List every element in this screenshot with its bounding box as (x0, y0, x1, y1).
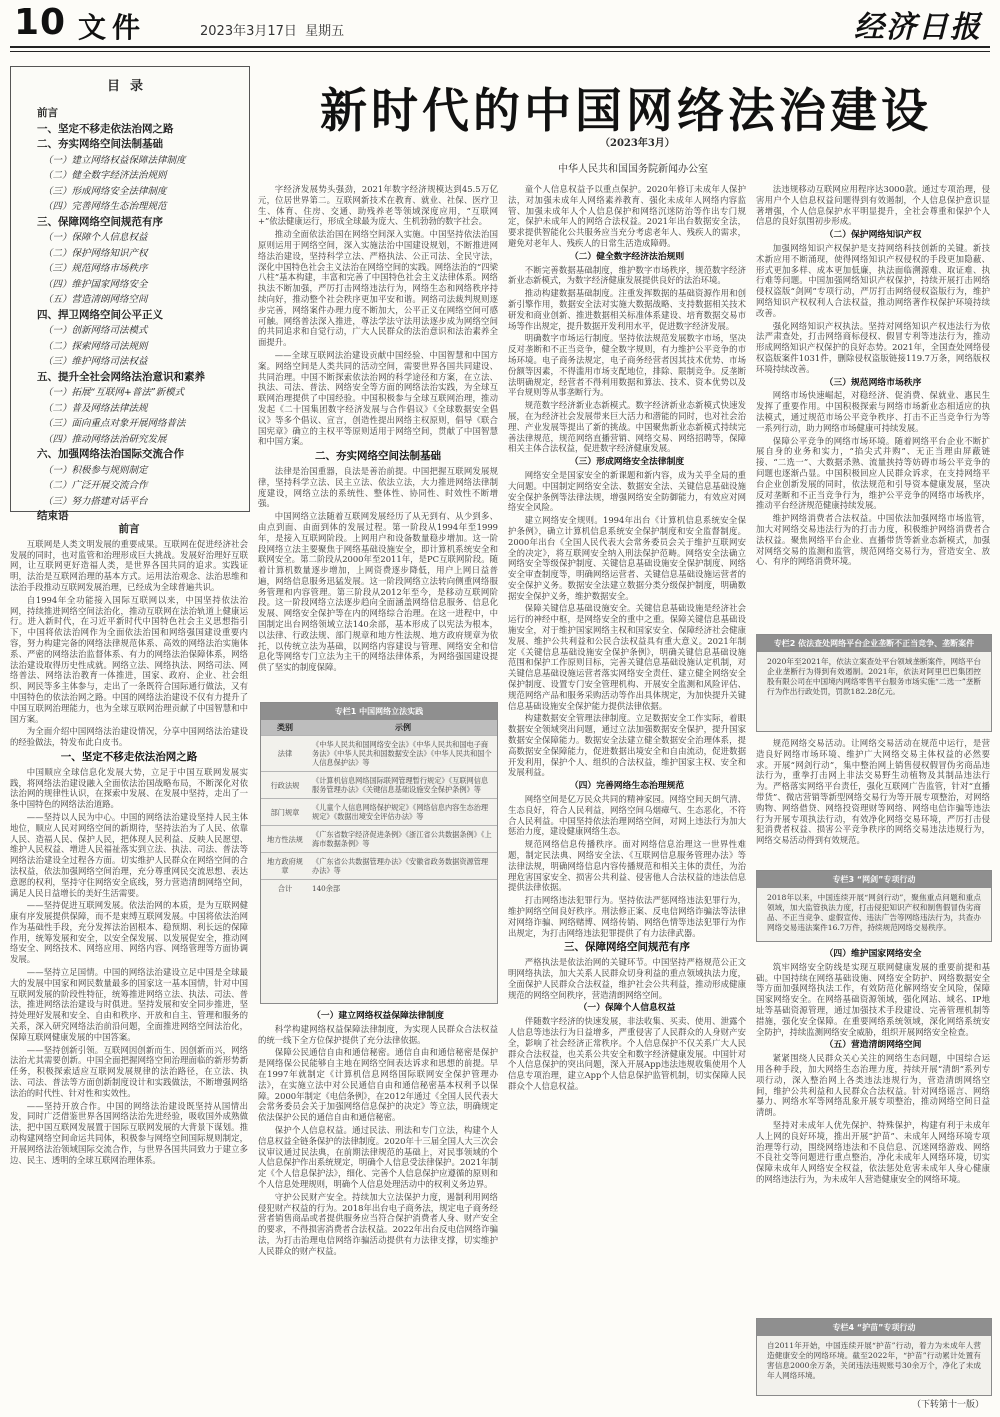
date-text: 2023年3月17日 (200, 24, 297, 39)
text-column-1 (10, 520, 248, 1392)
text-column-2 (258, 184, 498, 698)
issue-date (200, 20, 344, 39)
box-title: 专栏2 依法查处网络平台企业垄断不正当竞争、垄断案件 (757, 635, 991, 652)
table-cell-example: 《中华人民共和国网络安全法》《中华人民共和国电子商务法》《中华人民共和国数据安全法》《中华人民共和国个人信息保护法》等 (309, 736, 497, 772)
paragraph: 不断完善数据基础制度，维护数字市场秩序，规范数字经济新业态新模式，为数字经济健康发展提供良好的法治环境。 (508, 264, 746, 286)
toc-item: （二）普及网络法律法规 (43, 402, 148, 414)
subsection-heading: （五）营造清朗网络空间 (824, 1040, 922, 1051)
page-number: 10 (14, 2, 67, 43)
table-cell-category: 法律 (261, 736, 309, 772)
toc-item: （一）积极参与规则制定 (43, 464, 148, 476)
toc-item: （三）规范网络市场秩序 (43, 263, 148, 274)
toc-item: 一、坚定不移走依法治网之路 (37, 122, 174, 135)
paragraph: ——坚持促进互联网发展。依法治网的本质，是为互联网健康有序发展提供保障，而不是束缚互联网发展。中国将依法治网作为基础性手段，充分发挥法治固根本、稳预期、利长远的保障作用，统筹发展和安全，以安全保发展、以发展促安全，推动网络安全、网络技术、网络应用、网络内容、网络管理等方面协调发展。 (10, 900, 248, 965)
paragraph: 科学构建网络权益保障法律制度，为实现人民群众合法权益的统一线下全方位保护提供了充分法律依据。 (258, 1023, 498, 1045)
paragraph: ——全球互联网法治建设贡献中国经验、中国智慧和中国方案。网络空间是人类共同的活动空间，需要世界各国共同建设、共同治理。中国不断探索依法治网的科学途径和方案，在立法、执法、司法、普法、网络安全等方面的网络法治实践，为全球互联网治理提供了中国经验。中国积极参与全球互联网治理，推动发起《二十国集团数字经济发展与合作倡议》《全球数据安全倡议》等多个倡议、宣言，创造性提出网络主权原则，倡导《联合国宪章》确立的主权平等原则适用于网络空间，贯献了中国智慧和中国方案。 (258, 349, 498, 447)
subsection-heading: （三）规范网络市场秩序 (824, 377, 922, 388)
paragraph: 推动构建数据基础制度。注重发挥数据的基础资源作用和创新引擎作用，数据安全法对实施大数据战略、支持数据相关技术研发和商业创新、推进数据相关标准体系建设、培育数据交易市场等作出规定，提升数据开发利用水平，促进数字经济发展。 (508, 288, 746, 331)
paragraph: 自1994年全功能接入国际互联网以来，中国坚持依法治网，持续推进网络空间法治化，推动互联网在法治轨道上健康运行。进入新时代，在习近平新时代中国特色社会主义思想指引下，中国将依法治网作为全面依法治国和网络强国建设重要内容，努力构建完备的网络法律规范体系、高效的网络法治实施体系、严密的网络法治监督体系、有力的网络法治保障体系，网络法治建设取得历史性成就。网络立法、网络执法、网络司法、网络普法、网络法治教育一体推进，国家、政府、企业、社会组织、网民等多主体参与，走出了一条既符合国际通行做法，又有中国特色的依法治网之路。中国的网络法治建设不仅有力提升了中国互联网治理能力，也为全球互联网治理贡献了中国智慧和中国方案。 (10, 594, 248, 724)
subsection-heading: （二）健全数字经济法治规则 (569, 251, 685, 262)
paragraph: 建立网络安全规则。1994年出台《计算机信息系统安全保护条例》，确立计算机信息系统安全保护制度和安全监督制度。2000年出台《全国人民代表大会常务委员会关于维护互联网安全的决定》，将互联网安全纳入刑法保护范畴。网络安全法确立网络安全等级保护制度、关键信息基础设施安全保护制度、网络安全审查制度等，明确网络运营者、关键信息基础设施运营者的安全保护义务。数据安全法建立数据分类分级保护制度，明确数据安全保护义务，维护数据安全。 (508, 515, 746, 601)
subsection-heading: （四）完善网络生态治理规范 (569, 781, 685, 792)
sidebar-box-2 (756, 634, 992, 732)
paragraph: 维护网络消费者合法权益。中国依法加强网络市场监管，加大对网络交易违法行为的打击力度，积极维护网络消费者合法权益。聚焦网络平台企业、直播带货等新业态新模式，加强对网络交易的监测和监管，规范网络交易行为，营造安全、放心、有序的网络消费环境。 (756, 513, 990, 567)
table-row (261, 826, 497, 853)
toc-item: （二）广泛开展交流合作 (43, 480, 148, 491)
toc-item: （四）维护国家网络安全 (43, 278, 148, 290)
table-cell-category: 部门规章 (261, 799, 309, 826)
toc-item: （二）探索网络司法规则 (43, 340, 148, 352)
paragraph: 严格执法是依法治网的关键环节。中国坚持严格规范公正文明网络执法，加大关系人民群众切身利益的重点领域执法力度，全面保护人民群众合法权益，维护社会公共利益，推动形成健康规范的网络空间秩序，营造清朗网络空间。 (508, 957, 746, 1000)
box-title: 专栏3 “网剑”专项行动 (757, 871, 991, 888)
paragraph: 网络安全是国家安全的新课题和新内容，成为关乎全局的重大问题。中国制定网络安全法、数据安全法、关键信息基础设施安全保护条例等法律法规，增强网络安全防御能力，有效应对网络安全风险。 (508, 469, 746, 513)
table-row (261, 853, 497, 880)
toc-item: （五）营造清朗网络空间 (43, 294, 148, 305)
text-column-2-lower (258, 1008, 498, 1392)
section-heading: 一、坚定不移走依法治网之路 (60, 750, 198, 763)
article-headline: 新时代的中国网络法治建设 (320, 84, 932, 139)
toc-item: （一）拓展“互联网+普法”新模式 (43, 387, 185, 398)
toc-item: （二）保护网络知识产权 (43, 247, 148, 259)
paragraph: 保障关键信息基础设施安全。关键信息基础设施是经济社会运行的神经中枢，是网络安全的重中之重。保障关键信息基础设施安全，对于维护国家网络主权和国家安全、保障经济社会健康发展、维护公共利益和公民合法权益具有重大意义。2021年制定《关键信息基础设施安全保护条例》，明确关键信息基础设施范围和保护工作原则目标，完善关键信息基础设施认定机制，对关键信息基础设施运营者落实网络安全责任、建立健全网络安全保护制度、设置专门安全管理机构、开展安全监测和风险评估、规范网络产品和服务采购活动等作出具体规定，为加快提升关键信息基础设施安全保护能力提供法律依据。 (508, 603, 746, 711)
legislation-table (261, 720, 497, 897)
paragraph: 守护公民财产安全。持续加大立法保护力度，遏制利用网络侵犯财产权益的行为。2018年出台电子商务法，规定电子商务经营者销售商品或者提供服务应当符合保护消费者人身、财产安全的要求，不得损害消费者合法权益。2022年出台反电信网络诈骗法，为打击治理电信网络诈骗活动提供有力法律支撑，切实维护人民群众的财产权益。 (258, 1191, 498, 1256)
toc-item: （二）健全数字经济法治规则 (43, 170, 167, 181)
paragraph: 加强网络知识产权保护是支持网络科技创新的关键。新技术新应用不断涌现，使得网络知识产权侵权的手段更加隐蔽、形式更加多样、成本更加低廉，执法面临溯源难、取证难、执行难等问题。中国加强网络知识产权保护，持续开展打击网络侵权盗版“剑网”专项行动，严厉打击网络侵权盗版行为，维护网络知识产权权利人合法权益，推动网络著作权保护环境持续改善。 (756, 242, 990, 318)
subsection-heading: （四）维护国家网络安全 (824, 949, 922, 959)
paragraph: 强化网络知识产权执法。坚持对网络知识产权违法行为依法严肃查处，打击网络商标侵权、假冒专利等违法行为，推动形成网络知识产权保护的良好态势。2021年，全国查处网络侵权盗版案件1031件，删除侵权盗版链接119.7万条，网络版权环境持续改善。 (756, 320, 990, 374)
toc-item: 结束语 (37, 510, 69, 522)
toc-item: （一）创新网络司法模式 (43, 325, 148, 336)
toc-item: （三）面向重点对象开展网络普法 (43, 418, 186, 429)
section-title: 文件 (78, 11, 147, 44)
paragraph: 保障公平竞争的网络市场环境。随着网络平台企业不断扩展自身的业务和实力，“掐尖式并购”、无正当理由屏蔽链接、“二选一”、大数据杀熟、流量挟持等妨碍市场公平竞争的问题也逐渐凸显。中国积极回应人民群众诉求，在支持网络平台企业创新发展的同时，依法规范和引导资本健康发展，坚决反对垄断和不正当竞争行为，维护公平竞争的网络市场秩序，推动平台经济规范健康持续发展。 (756, 435, 990, 511)
paragraph: 伴随数字经济的快速发展，非法收集、买卖、使用、泄露个人信息等违法行为日益增多，严重侵害了人民群众的人身财产安全，影响了社会经济正常秩序。个人信息保护不仅关系广大人民群众合法权益，也关系公共安全和数字经济健康发展。中国针对个人信息保护的突出问题，深入开展App违法违规收集使用个人信息专项治理，建立App个人信息保护监管机制，切实保障人民群众个人信息权益。 (508, 1016, 746, 1091)
table-cell-category: 合计 (261, 880, 309, 898)
text-column-4-middle (756, 738, 990, 864)
paragraph: 构建数据安全管理法律制度。立足数据安全工作实际，着眼数据安全领域突出问题，通过立法加强数据安全保护，提升国家数据安全保障能力。数据安全法建立健全数据安全治理体系，提高数据安全保障能力，促进数据出境安全和自由流动，促进数据开发利用，保护个人、组织的合法权益，维护国家主权、安全和发展利益。 (508, 713, 746, 778)
paragraph: 为全面介绍中国网络法治建设情况，分享中国网络法治建设的经验做法，特发布此白皮书。 (10, 726, 248, 748)
table-cell-example: 《计算机信息网络国际联网管理暂行规定》《互联网信息服务管理办法》《关键信息基础设施安全保护条例》等 (309, 772, 497, 799)
paragraph: ——坚持以人民为中心。中国的网络法治建设坚持人民主体地位，顺应人民对网络空间的新期待，坚持法治为了人民、依靠人民、造福人民、保护人民，把体现人民利益、反映人民愿望、维护人民权益、增进人民福祉落实到立法、执法、司法、普法等网络法治建设全过程各方面。切实维护人民群众在网络空间的合法权益，依法加强网络空间治理，充分尊重网民交流思想、表达意愿的权利，坚持守住网络安全底线，努力营造清朗网络空间，满足人民日益增长的美好生活需要。 (10, 811, 248, 898)
toc-item: 前言 (37, 107, 58, 119)
masthead (0, 0, 1000, 46)
paragraph: ——坚持创新引领。互联网因创新而生、因创新而兴，网络法治尤其需要创新。中国全面把握网络空间治理面临的新形势新任务，积极探索适应互联网发展规律的法治路径，在立法、执法、司法、普法等方面创新制度设计和实践做法，不断增强网络法治的时代性、针对性和实效性。 (10, 1044, 248, 1098)
paragraph: 法违规移动互联网应用程序达3000款。通过专项治理，侵害用户个人信息权益问题得到有效遏制，个人信息保护意识显著增强，个人信息保护水平明显提升，全社会尊重和保护个人信息的良好氛围初步形成。 (756, 184, 990, 227)
article-issuer: 中华人民共和国国务院新闻办公室 (558, 164, 708, 175)
toc-item: （三）努力搭建对话平台 (43, 495, 148, 507)
paragraph: 保护个人信息权益。通过民法、刑法和专门立法，构建个人信息权益全链条保护的法律制度。2020年十三届全国人大三次会议审议通过民法典，在前期法律规范的基础上，对民事领域的个人信息保护作出系统规定，明确个人信息受法律保护。2021年制定《个人信息保护法》，细化、完善个人信息保护应遵循的原则和个人信息处理规则，明确个人信息处理活动中的权利义务边界。 (258, 1124, 498, 1189)
table-header-category: 类别 (261, 720, 309, 736)
paragraph: 规范网络信息传播秩序。面对网络信息治理这一世界性难题，制定民法典、网络安全法、《互联网信息服务管理办法》等法律法规，明确网络信息内容传播规范和相关主体的责任，为治理危害国家安全、损害公共利益、侵害他人合法权益的违法信息提供法律依据。 (508, 839, 746, 893)
table-cell-example: 《儿童个人信息网络保护规定》《网络信息内容生态治理规定》《数据出境安全评估办法》等 (309, 799, 497, 826)
paragraph: ——坚持开放合作。中国的网络法治建设既坚持从国情出发，同时广泛借鉴世界各国网络法治先进经验，吸收国外成熟做法，把中国互联网发展置于国际互联网发展的大背景下谋划。推动构建网络空间命运共同体，积极参与网络空间国际规则制定，开展网络法治领域国际交流合作，与世界各国共同致力于建立多边、民主、透明的全球互联网治理体系。 (10, 1100, 248, 1165)
text-column-4 (756, 184, 990, 628)
text-column-4-lower (756, 946, 990, 1314)
paragraph: 坚持对未成年人优先保护、特殊保护，构建有利于未成年人上网的良好环境，推出开展“护苗”、未成年人网络环境专项治理等行动，围绕网络违法和不良信息、沉迷网络游戏、网络不良社交等问题进行重点整治，净化未成年人网络环境，切实保障未成年人网络安全权益，依法惩处危害未成年人身心健康的网络违法行为，为未成年人营造健康安全的网络环境。 (756, 1119, 990, 1184)
toc-item: （三）形成网络安全法律制度 (43, 185, 167, 197)
preface-heading: 前言 (118, 523, 140, 535)
paragraph: 法律是治国重器，良法是善治前提。中国把握互联网发展规律，坚持科学立法、民主立法、依法立法，大力推进网络法律制度建设，网络立法的系统性、整体性、协同性、时效性不断增强。 (258, 465, 498, 509)
table-cell-example: 140余部 (309, 880, 497, 898)
paragraph: 紧紧围绕人民群众关心关注的网络生态问题，中国综合运用各种手段，加大网络生态治理力度，持续开展“清朗”系列专项行动，深入整治网上各类违法违规行为，营造清朗网络空间，维护公共利益和人民群众合法权益。针对网络谣言、网络暴力、网络水军等网络乱象开展专项整治，推动网络空间日益清朗。 (756, 1053, 990, 1118)
paragraph: 网络市场快速崛起，对稳经济、促消费、保就业、惠民生发挥了重要作用。中国积极探索与网络市场新业态相适应的执法模式，通过规范市场公平竞争秩序、打击不正当竞争行为等一系列行动，助力网络市场健康可持续发展。 (756, 390, 990, 433)
paragraph: 推动全面依法治国在网络空间深入实施。中国坚持依法治国原则运用于网络空间，深入实施法治中国建设规划，不断推进网络法治建设，坚持科学立法、严格执法、公正司法、全民守法，深化中国特色社会主义法治在网络空间的实践。网络法治的“四梁八柱”基本构建，丰富和完善了中国特色社会主义法律体系。网络执法不断加强，严厉打击网络违法行为，网络生态和网络秩序持续向好，推动整个社会秩序更加平安和谐。网络司法裁判规则逐步完善，网络案件办理力度不断加大，公平正义在网络空间可感可触。网络普法深入推进，尊法学法守法用法逐步成为网络空间的共同追求和自觉行动，广大人民群众的法治意识和法治素养全面提升。 (258, 229, 498, 348)
table-cell-category: 地方政府规章 (261, 853, 309, 880)
table-cell-category: 地方性法规 (261, 826, 309, 853)
table-cell-example: 《广东省公共数据管理办法》《安徽省政务数据资源管理办法》等 (309, 853, 497, 880)
toc-item: （一）保障个人信息权益 (43, 232, 148, 243)
sidebar-box-4 (756, 1318, 992, 1396)
paragraph: 中国顺应全球信息化发展大势，立足于中国互联网发展实践，将网络法治建设融入全面依法治国战略布局，不断深化对依法治网的规律性认识，在探索中发展、在发展中坚持，走出了一条中国特色的网络法治道路。 (10, 766, 248, 810)
text-column-3 (508, 184, 746, 1392)
subsection-heading: （一）建立网络权益保障法律制度 (312, 1011, 444, 1021)
subsection-heading: （二）保护网络知识产权 (824, 230, 922, 241)
table-row (261, 772, 497, 799)
subsection-heading: （一）保障个人信息权益 (578, 1003, 676, 1014)
section-heading: 三、保障网络空间规范有序 (564, 941, 690, 954)
box-text: 2018年以来，中国连续开展“网剑行动”，聚焦重点问题和重点领域，加大监管执法力度，打击侵犯知识产权和制售假冒伪劣商品、不正当竞争、虚假宣传、违法广告等网络违法行为，共查办网络交易违法案件16.7万件，持续规范网络交易秩序。 (767, 893, 981, 932)
paragraph: ——坚持立足国情。中国的网络法治建设立足中国是全球最大的发展中国家和网民数量最多的国家这一基本国情，针对中国互联网发展的阶段性特征，统筹推进网络立法、执法、司法、普法，推进网络法治建设与时俱进。坚持发展和安全同步推进，坚持处理好发展和安全、自由和秩序、开放和自主、管理和服务的关系，深入研究网络法治前沿问题，全面推进网络空间法治化，保障互联网健康发展的中国答案。 (10, 967, 248, 1042)
table-of-contents (10, 66, 250, 522)
table-row (261, 736, 497, 772)
toc-list (11, 100, 249, 525)
paragraph: 打击网络违法犯罪行为。坚持依法严惩网络违法犯罪行为，维护网络空间良好秩序。刑法修正案、反电信网络诈骗法等法律对网络诈骗、网络赌博、网络传销、网络色情等违法犯罪行为作出规定，为打击网络违法犯罪提供了有力法律武器。 (508, 895, 746, 938)
toc-item: （四）完善网络生态治理规范 (43, 201, 167, 212)
table-row (261, 880, 497, 898)
masthead-rule (10, 46, 990, 48)
paragraph: 互联网是人类文明发展的重要成果。互联网在促进经济社会发展的同时，也对监管和治理形成巨大挑战。发展好治理好互联网，让互联网更好造福人类，是世界各国共同的追求。实践证明，法治是互联网治理的基本方式。运用法治观念、法治思维和法治手段推动互联网发展治理，已经成为全球普遍共识。 (10, 538, 248, 592)
subsection-heading: （三）形成网络安全法律制度 (569, 457, 685, 468)
section-heading: 二、夯实网络空间法制基础 (315, 450, 441, 463)
box-text: 2020年至2021年，依法立案查处平台领域垄断案件，网络平台企业垄断行为得到有效遏制。2021年，依法对阿里巴巴集团控股有限公司在中国境内网络零售平台服务市场实施“二选一”垄断行为作出行政处罚，罚款182.28亿元。 (767, 657, 981, 696)
toc-item: 五、提升全社会网络法治意识和素养 (37, 370, 205, 383)
continued-notice: （下转第十一版） (911, 1400, 984, 1410)
masthead-rule-thin (10, 51, 990, 52)
table-header-example: 示例 (309, 720, 497, 736)
toc-item: 四、捍卫网络空间公平正义 (37, 308, 163, 321)
paragraph: 明确数字市场运行制度。坚持依法规范发展数字市场，坚决反对垄断和不正当竞争，健全数字规则，有力维护公平竞争的市场环境。电子商务法规定，电子商务经营者因其技术优势、市场份额等因素，不得滥用市场支配地位，排除、限制竞争。反垄断法明确规定，经营者不得利用数据和算法、技术、资本优势以及平台规则等从事垄断行为。 (508, 333, 746, 398)
sidebar-box-3 (756, 870, 992, 942)
paragraph: 保障公民通信自由和通信秘密。通信自由和通信秘密是保护是网络保公民能够自主地在网络空间表达诉求和思想的前提。早在1997年就制定《计算机信息网络国际联网安全保护管理办法》，在实施立法中对公民通信自由和通信秘密基本权利予以保障。2000年制定《电信条例》，在2012年通过《全国人民代表大会常务委员会关于加强网络信息保护的决定》等立法，明确规定依法保护公民的通信自由和通信秘密。 (258, 1047, 498, 1123)
box-text: 自2011年开始，中国连续开展“护苗”行动，着力为未成年人营造健康安全的网络环境。截至2022年，“护苗”行动累计处置有害信息2000余万条，关闭违法违规账号30余万个，净化了未成年人网络环境。 (767, 1341, 981, 1380)
paragraph: 中国网络立法随着互联网发展经历了从无到有、从少到多、由点到面、由面到体的发展过程。第一阶段从1994年至1999年，是接入互联网阶段。上网用户和设备数量稳步增加。这一阶段网络立法主要聚焦于网络基础设施安全，即计算机系统安全和联网安全。第二阶段从2000年至2011年，是PC互联网阶段。随着计算机数量逐步增加，上网资费逐步降低，用户上网日益普遍，网络信息服务迅猛发展。这一阶段网络立法转向侧重网络服务管理和内容管理。第三阶段从2012年至今，是移动互联网阶段。这一阶段网络立法逐步趋向全面涵盖网络信息服务、信息化发展、网络安全保护等在内的网络综合治理。在这一进程中，中国制定出台网络领域立法140余部，基本形成了以宪法为根本，以法律、行政法规、部门规章和地方性法规、地方政府规章为依托，以传统立法为基础，以网络内容建设与管理、网络安全和信息化等网络专门立法为主干的网络法律体系，为网络强国建设提供了坚实的制度保障。 (258, 511, 498, 673)
paragraph: 字经济发展势头强劲，2021年数字经济规模达到45.5万亿元，位居世界第二。互联网新技术在教育、就业、社保、医疗卫生、体育、住房、交通、助残养老等领域深度应用，“互联网+”依法健康运行，形成全球最为庞大、生机勃勃的数字社会。 (258, 184, 498, 227)
weekday-text: 星期五 (305, 24, 345, 39)
toc-item: （一）建立网络权益保障法律制度 (43, 154, 186, 166)
table-cell-category: 行政法规 (261, 772, 309, 799)
toc-item: 三、保障网络空间规范有序 (37, 215, 163, 228)
box-title: 专栏4 “护苗”专项行动 (757, 1319, 991, 1336)
toc-item: （三）维护网络司法权益 (43, 356, 148, 367)
legislation-table-box (260, 702, 498, 1004)
table-row (261, 799, 497, 826)
article-date: （2023年3月） (600, 138, 675, 149)
paragraph: 规范数字经济新业态新模式。数字经济新业态新模式快速发展，在为经济社会发展带来巨大活力和潜能的同时，也对社会治理、产业发展等提出了新的挑战。中国聚焦新业态新模式持续完善法律规范，规范网络直播营销、网络交易、网络招聘等，保障相关主体合法权益，促进数字经济健康发展。 (508, 400, 746, 454)
newspaper-logo: 经济日报 (854, 10, 982, 45)
table-cell-example: 《广东省数字经济促进条例》《浙江省公共数据条例》《上海市数据条例》等 (309, 826, 497, 853)
toc-item: 二、夯实网络空间法制基础 (37, 138, 163, 150)
toc-title: 目录 (106, 79, 153, 94)
table-box-title: 专栏1 中国网络立法实践 (261, 703, 497, 720)
paragraph: 童个人信息权益予以重点保护。2020年修订未成年人保护法，对加强未成年人网络素养教育、强化未成年人网络内容监管、加强未成年人个人信息保护和网络沉迷防治等作出专门规定，保护未成年人的网络合法权益。2021年出台数据安全法，要求提供智能化公共服务应当充分考虑老年人、残疾人的需求，避免对老年人、残疾人的日常生活造成障碍。 (508, 184, 746, 248)
paragraph: 筑牢网络安全防线是实现互联网健康发展的重要前提和基础。中国持续在网络基础设施、网络安全防护、网络数据安全等方面加强网络执法工作，有效防范化解网络安全风险，保障国家网络安全。在网络基础资源领域，强化网站、域名、IP地址等基础资源管理，通过加强技术手段建设、完善管理机制等措施，强化安全保障。在重要网络系统领域，深化网络系统安全防护，持续监测网络安全威胁，组织开展网络安全检查。 (756, 961, 990, 1037)
toc-item: 六、加强网络法治国际交流合作 (37, 448, 184, 460)
paragraph: 规范网络交易活动。让网络交易活动在规范中运行，是营造良好网络市场环境、维护广大网络交易主体权益的必然要求。开展“网剑行动”，集中整治网上销售侵权假冒伪劣商品违法行为，重拳打击网上非法交易野生动植物及其制品违法行为。严格落实网络平台责任，强化互联网广告监管，针对“直播带货”、微店营销等新型网络交易行为等开展专项整治，对网络购物、网络借贷、网络投资理财等网络、网络电信诈骗等违法行为开展专项执法行动，有效净化网络交易环境，严厉打击侵犯消费者权益、损害公平竞争秩序的网络交易违法违规行为，网络交易活动得到有效规范。 (756, 738, 990, 846)
paragraph: 网络空间是亿万民众共同的精神家园。网络空间天朗气清、生态良好，符合人民利益，网络空间乌烟瘴气、生态恶化，不符合人民利益。中国坚持依法治理网络空间，对网上违法行为加大惩治力度，建设健康网络生态。 (508, 794, 746, 837)
toc-item: （四）推动网络法治研究发展 (43, 433, 167, 445)
